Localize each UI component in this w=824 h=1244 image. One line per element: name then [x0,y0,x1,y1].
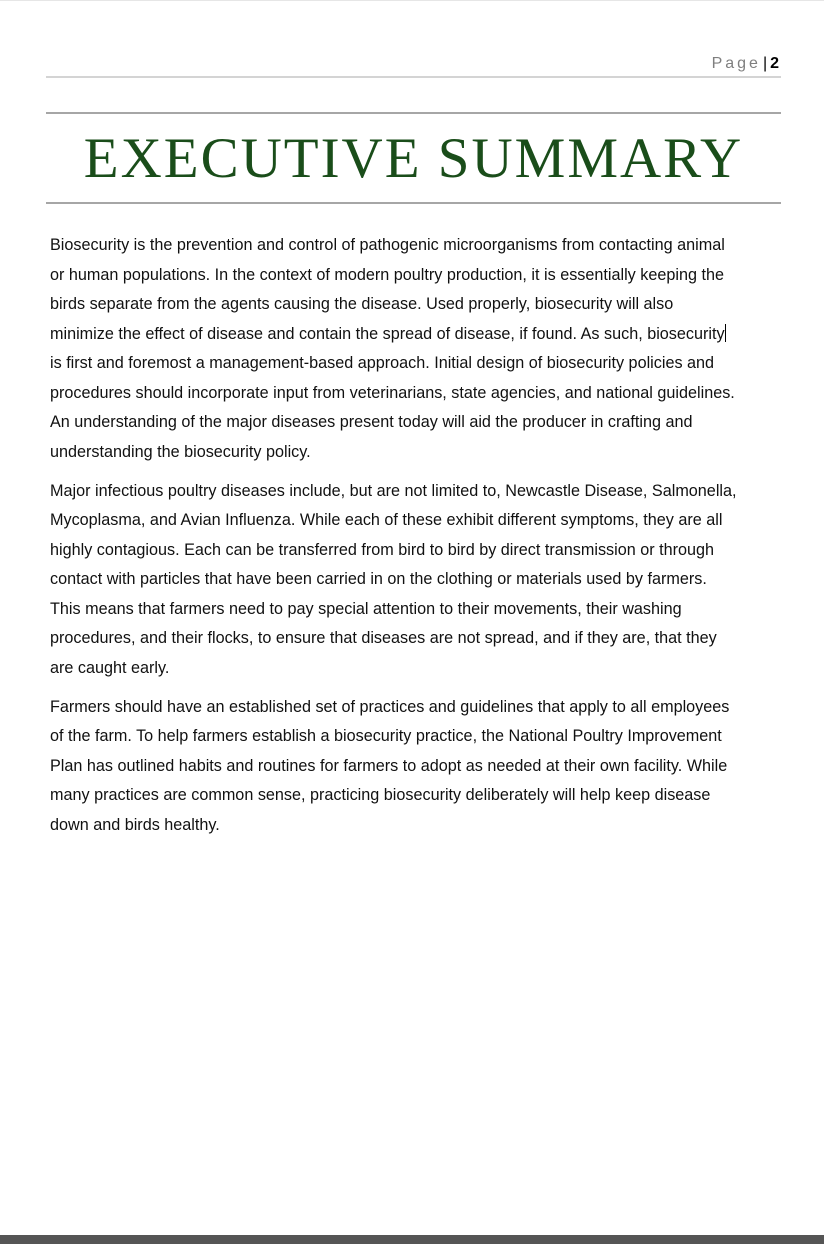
paragraph-1[interactable] [50,231,790,467]
text-line: or human populations. In the context of modern poultry production, it is essentially keeping the [50,265,724,284]
text-line: understanding the biosecurity policy. [50,442,311,461]
page-label: Page [711,55,761,72]
text-line: birds separate from the agents causing the disease. Used properly, biosecurity will also [50,295,674,313]
page-number: 2 [770,55,779,72]
top-edge [0,0,824,1]
paragraph-3[interactable] [50,693,790,841]
document-body[interactable] [50,231,790,850]
text-line: procedures, and their flocks, to ensure that diseases are not spread, and if they are, that they [50,629,717,647]
page-number-label [712,55,779,73]
title-rule-bottom [46,202,781,204]
text-line: of the farm. To help farmers establish a biosecurity practice, the National Poultry Improvement [50,727,722,745]
text-line: down and birds healthy. [50,815,220,834]
text-line: This means that farmers need to pay special attention to their movements, their washing [50,599,682,618]
text-line: is first and foremost a management-based approach. Initial design of biosecurity policies and [50,354,715,372]
text-line: many practices are common sense, practicing biosecurity deliberately will help keep disease [50,786,711,804]
page-separator: | [762,55,768,72]
page-header [46,52,781,78]
text-line: Plan has outlined habits and routines for farmers to adopt as needed at their own facility. While [50,756,728,775]
text-line: minimize the effect of disease and contain the spread of disease, if found. As such, biosecurity [50,324,725,343]
text-line: Mycoplasma, and Avian Influenza. While each of these exhibit different symptoms, they are all [50,511,723,529]
text-line: contact with particles that have been carried in on the clothing or materials used by farmers. [50,570,707,588]
text-cursor [725,324,726,342]
text-line: procedures should incorporate input from veterinarians, state agencies, and national guidelines. [50,383,735,402]
paragraph-2[interactable] [50,477,790,684]
text-line: are caught early. [50,658,170,677]
text-line: highly contagious. Each can be transferred from bird to bird by direct transmission or through [50,540,715,559]
title-rule-top [46,112,781,114]
text-line: An understanding of the major diseases present today will aid the producer in crafting and [50,413,693,431]
bottom-status-bar [0,1235,824,1244]
text-line: Major infectious poultry diseases include, but are not limited to, Newcastle Disease, Salmonella, [50,481,737,500]
text-line: Biosecurity is the prevention and control of pathogenic microorganisms from contacting animal [50,236,725,254]
document-title[interactable]: EXECUTIVE SUMMARY [83,127,744,190]
text-line: Farmers should have an established set of practices and guidelines that apply to all employees [50,697,730,716]
